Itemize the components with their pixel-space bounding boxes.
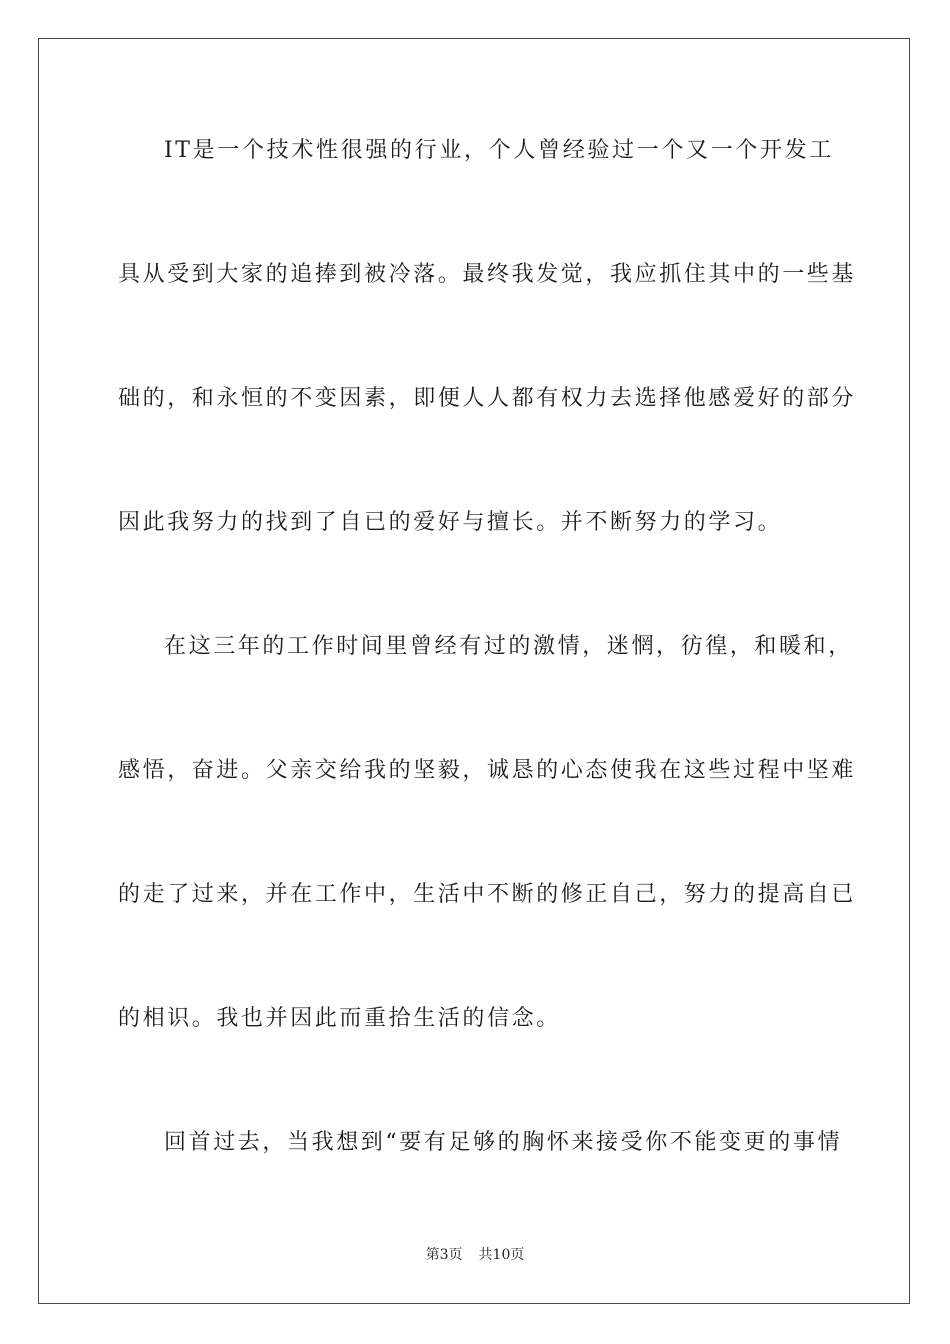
- paragraph-line-1: IT是一个技术性很强的行业，个人曾经验过一个又一个开发工: [164, 138, 834, 163]
- paragraph-line-9: 回首过去，当我想到“要有足够的胸怀来接受你不能变更的事情: [164, 1130, 843, 1155]
- paragraph-line-8: 的相识。我也并因此而重拾生活的信念。: [118, 1006, 561, 1031]
- paragraph-line-7: 的走了过来，并在工作中，生活中不断的修正自己，努力的提高自已: [118, 882, 857, 907]
- paragraph-line-5: 在这三年的工作时间里曾经有过的激情，迷惘，彷徨，和暖和，: [164, 634, 853, 659]
- paragraph-line-6: 感悟，奋进。父亲交给我的坚毅，诚恳的心态使我在这些过程中坚难: [118, 758, 857, 783]
- page-border: [38, 38, 910, 1304]
- paragraph-line-4: 因此我努力的找到了自已的爱好与擅长。并不断努力的学习。: [118, 510, 783, 535]
- paragraph-line-2: 具从受到大家的追捧到被冷落。最终我发觉，我应抓住其中的一些基: [118, 262, 857, 287]
- page-total: 共10页: [478, 1247, 525, 1263]
- paragraph-line-3: 础的，和永恒的不变因素，即便人人都有权力去选择他感爱好的部分: [118, 386, 857, 411]
- page-footer: [0, 1246, 950, 1264]
- page-number: 第3页: [425, 1247, 463, 1263]
